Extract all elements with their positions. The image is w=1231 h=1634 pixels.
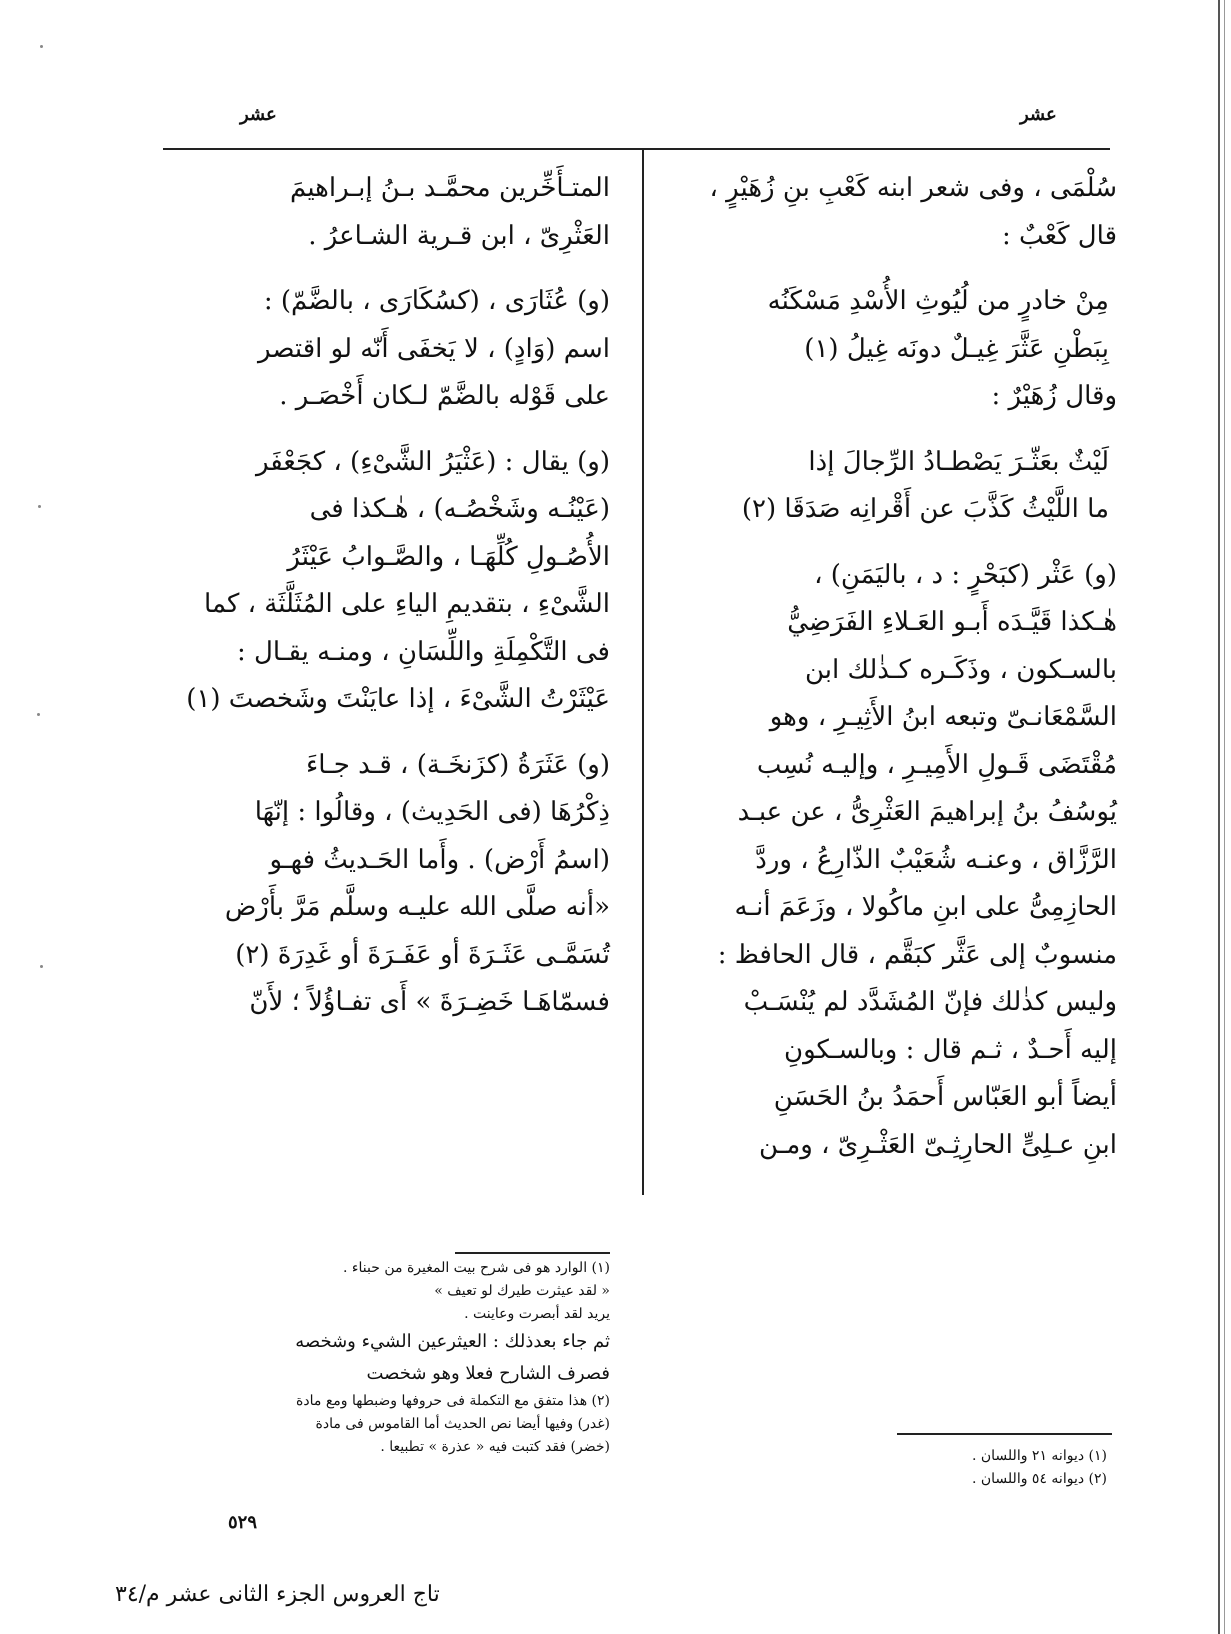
text-line: العَثْرِىّ ، ابن قـرية الشـاعرُ . (308, 220, 610, 251)
scan-edge-line (1218, 0, 1220, 1634)
text-line: هٰـكذا قَيَّـدَه أَبـو العَـلاءِ الفَرَضِيُّ (787, 607, 1117, 637)
text-line: قال كَعْبٌ : (1002, 220, 1117, 251)
text-line: مُقْتَضَى قَـولِ الأَمِيـرِ ، وإليـه نُسِب (756, 749, 1117, 780)
footnote: (غدر) وفيها أيضا نص الحديث أما القاموس فى مادة (315, 1416, 610, 1432)
text-line: الأُصُـولِ كُلِّهَـا ، والصَّـوابُ عَيْثَرُ (287, 541, 610, 572)
text-line: (عَيْنُـه وشَخْصُـه) ، هٰـكذا فى (309, 494, 610, 524)
right-column (672, 165, 1117, 1169)
text-line: تُسَمَّـى عَثَـرَةَ أو عَفَـرَةَ أو غَدِرَةَ (٢) (235, 939, 610, 970)
footnote: يريد لقد أبصرت وعاينت . (464, 1306, 610, 1322)
paragraph-gap (183, 260, 610, 278)
scan-edge-line-thin (1224, 0, 1225, 1634)
text-line: فى التَّكْمِلَةِ واللِّسَانِ ، ومنـه يقـال : (237, 636, 610, 667)
text-line: ابنِ عـلِىٍّ الحارِثِـىّ العَثْـرِىّ ، ومـن (758, 1129, 1117, 1160)
scan-speck (40, 45, 43, 48)
text-line: (و) عَثْر (كبَحْرٍ : د ، باليَمَنِ) ، (814, 559, 1117, 590)
verse-line: مِنْ خادرٍ من لُيُوثِ الأُسْدِ مَسْكَنُه (767, 286, 1109, 316)
footnote: (١) ديوانه ٢١ واللسان . (971, 1448, 1107, 1464)
text-line: ذِكْرُهَا (فى الحَدِيث) ، وقالُوا : إنّهَا (254, 797, 610, 827)
footnote-rule-right (897, 1433, 1112, 1435)
text-line: الحازِمِىُّ على ابنِ ماكُولا ، وزَعَمَ أنـه (734, 892, 1117, 922)
text-line: أيضاً أبو العَبّاس أَحمَدُ بنُ الحَسَنِ (773, 1082, 1117, 1112)
scan-speck (37, 713, 40, 716)
text-line: السَّمْعَانـىّ وتبعه ابنُ الأَثِيـرِ ، وهو (769, 702, 1117, 732)
text-line: بالسـكون ، وذَكَـره كـذٰلك ابن (804, 654, 1117, 685)
text-line: (و) يقال : (عَثْيَرُ الشَّىْءِ) ، كجَعْفَر (255, 446, 610, 477)
text-line: اسم (وَادٍ) ، لا يَخفَى أَنّه لو اقتصر (257, 333, 610, 364)
footnote: ثم جاء بعدذلك : العيثرعين الشيء وشخصه (295, 1331, 610, 1352)
paragraph-gap (672, 534, 1117, 552)
text-line: يُوسُفُ بنُ إبراهيمَ العَثْرِىُّ ، عن عبـد (737, 797, 1117, 827)
text-line: فسمّاهَـا خَضِـرَةَ » أَى تفـاؤُلاً ؛ لأَنّ (249, 987, 610, 1017)
text-line: الشَّىْءِ ، بتقديمِ الياءِ على المُثَلَّثَة ، كما (204, 589, 610, 619)
verse-line: لَيْثٌ بعَثّـرَ يَصْطـادُ الرِّجالَ إذا (808, 446, 1109, 477)
text-line: المتـأَخِّرين محمَّـد بـنُ إبـراهيمَ (290, 173, 610, 203)
text-line: (و) عُثَارَى ، (كسُكَارَى ، بالضَّمّ) : (263, 286, 610, 316)
page-number: ٥٢٩ (228, 1512, 258, 1533)
paragraph-gap (672, 421, 1117, 439)
paragraph-gap (183, 724, 610, 742)
running-footer: تاج العروس الجزء الثانى عشر م/٣٤ (115, 1582, 440, 1607)
verse-line: ما اللَّيْثُ كَذَّبَ عن أَقْرانِه صَدَقَا (٢) (741, 494, 1109, 524)
text-line: وليس كذٰلك فإنّ المُشَدَّد لم يُنْسَـبْ (743, 987, 1117, 1017)
text-line: منسوبٌ إلى عَثَّر كبَقَّم ، قال الحافظ : (717, 939, 1117, 970)
footnotes-left (225, 1257, 610, 1459)
footnote: فصرف الشارح فعلا وهو شخصت (366, 1363, 610, 1384)
footnote: « لقد عيثرت طيرك لو تعيف » (434, 1283, 610, 1299)
text-line: (اسمُ أَرْض) . وأَما الحَـديثُ فهـو (269, 844, 610, 875)
text-line: «أنه صلَّى الله عليـه وسلَّم مَرَّ بأَرْض (224, 892, 610, 922)
text-line: وقال زُهَيْرٌ : (991, 381, 1117, 411)
scan-speck (38, 505, 41, 508)
verse-line: بِبَطْنِ عَثَّرَ غِيـلٌ دونَه غِيلُ (١) (804, 333, 1109, 364)
text-line: على قَوْله بالضَّمّ لـكان أَخْصَـر . (279, 381, 610, 411)
column-divider (642, 150, 644, 1195)
paragraph-gap (183, 421, 610, 439)
text-line: الرَّزَّاق ، وعنـه شُعَيْبٌ الذّارِعُ ، وردَّ (755, 844, 1117, 875)
footnote: (خضر) فقد كتبت فيه « عذرة » تطبيعا . (380, 1439, 610, 1455)
scan-speck (40, 965, 43, 968)
text-line: (و) عَثَرَةُ (كزَنخَـة) ، قـد جـاءَ (305, 749, 610, 780)
footnotes-right (700, 1445, 1107, 1491)
header-word-right: عشر (1020, 104, 1057, 125)
paragraph-gap (672, 260, 1117, 278)
footnote-rule-left (455, 1252, 610, 1254)
footnote: (٢) هذا متفق مع التكملة فى حروفها وضبطها ومع مادة (296, 1393, 610, 1409)
header-rule (163, 148, 1110, 150)
header-word-left: عشر (240, 104, 277, 125)
left-column (183, 165, 610, 1027)
text-line: إليه أَحـدٌ ، ثـم قال : وبالسـكونِ (784, 1034, 1117, 1065)
footnote: (١) الوارد هو فى شرح بيت المغيرة من حبناء . (343, 1260, 610, 1276)
text-line: عَيْثَرْتُ الشَّىْءَ ، إذا عايَنْتَ وشَخصتَ (١) (186, 684, 610, 714)
footnote: (٢) ديوانه ٥٤ واللسان . (971, 1471, 1107, 1487)
text-line: سُلْمَى ، وفى شعر ابنه كَعْبِ بنِ زُهَيْرٍ ، (709, 173, 1117, 203)
